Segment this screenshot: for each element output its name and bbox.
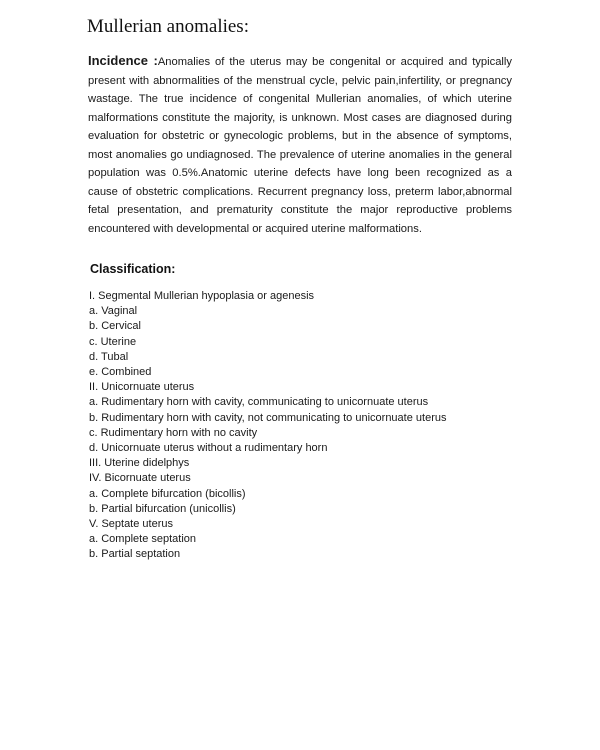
classification-list bbox=[89, 289, 509, 563]
list-item: b. Cervical bbox=[89, 320, 141, 333]
list-item: a. Complete septation bbox=[89, 533, 197, 546]
incidence-text: Anomalies of the uterus may be congenital or acquired and typically present with abnormalities of the menstrual cycle, pelvic pain,infertility, or pregnancy wastage. The true incidence of congenital Mullerian anomalies, of which uterine malformations constitute the majority, is unknown. Most cases are diagnosed during evaluation for obstetric or gynecologic problems, but in the absence of symptoms, most anomalies go undiagnosed. The prevalence of uterine anomalies in the general population was 0.5%.Anatomic uterine defects have long been recognized as a cause of obstetric complications. Recurrent pregnancy loss, preterm labor,abnormal fetal presentation, and prematurity constitute the major reproductive problems encountered with developmental or acquired uterine malformations. bbox=[88, 56, 512, 235]
list-item: c. Uterine bbox=[89, 335, 137, 348]
list-item: e. Combined bbox=[89, 366, 152, 379]
list-item: IV. Bicornuate uterus bbox=[89, 472, 191, 485]
list-item: a. Complete bifurcation (bicollis) bbox=[89, 487, 246, 500]
list-item: a. Rudimentary horn with cavity, communicating to unicornuate uterus bbox=[89, 396, 429, 409]
list-item: II. Unicornuate uterus bbox=[89, 381, 195, 394]
incidence-label: Incidence : bbox=[88, 53, 158, 68]
list-item: b. Rudimentary horn with cavity, not communicating to unicornuate uterus bbox=[89, 411, 447, 424]
classification-heading: Classification: bbox=[90, 262, 176, 276]
list-item: d. Unicornuate uterus without a rudimentary horn bbox=[89, 442, 328, 455]
list-item: I. Segmental Mullerian hypoplasia or agenesis bbox=[89, 290, 315, 302]
list-item: a. Vaginal bbox=[89, 305, 138, 318]
list-item: V. Septate uterus bbox=[89, 518, 173, 531]
list-item: III. Uterine didelphys bbox=[89, 457, 190, 470]
list-item: b. Partial septation bbox=[89, 548, 181, 561]
page-title: Mullerian anomalies: bbox=[87, 16, 249, 37]
list-item: c. Rudimentary horn with no cavity bbox=[89, 426, 258, 439]
incidence-paragraph bbox=[88, 52, 512, 238]
list-item: b. Partial bifurcation (unicollis) bbox=[89, 502, 236, 515]
list-item: d. Tubal bbox=[89, 350, 129, 363]
